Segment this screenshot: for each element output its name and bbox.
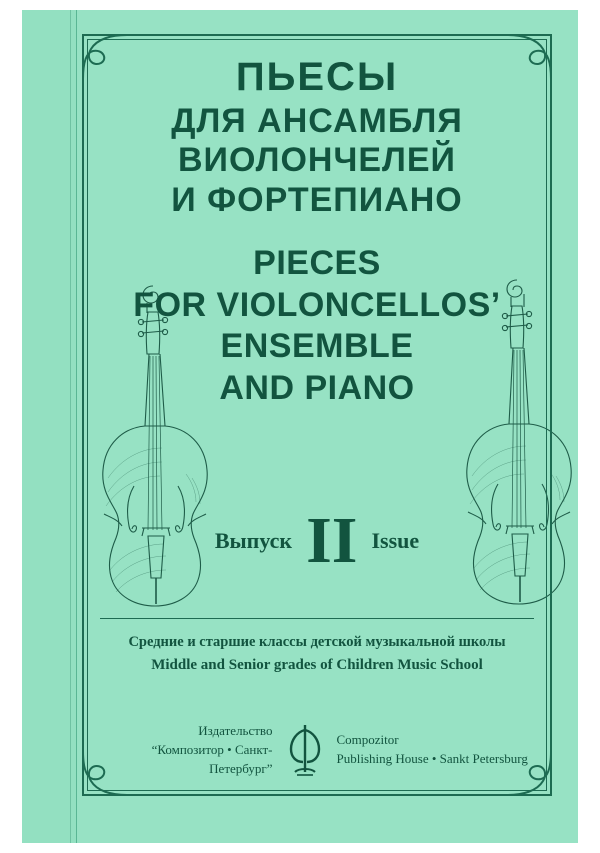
book-cover	[22, 10, 578, 843]
title-russian-line-1: ПЬЕСЫ	[235, 55, 399, 99]
compozitor-logo-icon	[283, 722, 327, 778]
title-russian-line-4: И ФОРТЕПИАНО	[171, 180, 463, 219]
issue-label-russian: Выпуск	[214, 528, 293, 554]
publisher-russian	[98, 722, 283, 779]
publisher-english-line-2: Publishing House • Sankt Petersburg	[336, 751, 528, 767]
title-russian-line-3: ВИОЛОНЧЕЛЕЙ	[178, 141, 456, 180]
issue-number: II	[306, 504, 358, 577]
publisher-english-line-1: Compozitor	[336, 732, 399, 748]
subtitle-divider	[100, 618, 534, 619]
issue-label-english: Issue	[371, 528, 420, 554]
publisher-block	[92, 722, 542, 779]
issue-line	[92, 504, 542, 577]
publisher-russian-line-2: “Композитор • Санкт-Петербург”	[151, 741, 273, 776]
title-english-line-4: AND PIANO	[219, 368, 415, 407]
publisher-russian-line-1: Издательство	[198, 723, 273, 738]
title-russian-line-2: ДЛЯ АНСАМБЛЯ	[171, 102, 463, 140]
subtitle-english: Middle and Senior grades of Children Music School	[151, 656, 483, 673]
subtitle-russian: Средние и старшие классы детской музыкальной школы	[128, 634, 506, 650]
title-english-line-3: ENSEMBLE	[220, 327, 414, 366]
title-english-line-1: PIECES	[253, 244, 381, 283]
spine-crease-line	[70, 10, 71, 843]
cover-title-block	[92, 56, 542, 408]
title-english-line-2: FOR VIOLONCELLOS’	[133, 285, 501, 324]
book-spine	[22, 10, 77, 843]
publisher-english	[327, 731, 537, 769]
subtitle-block	[92, 632, 542, 676]
